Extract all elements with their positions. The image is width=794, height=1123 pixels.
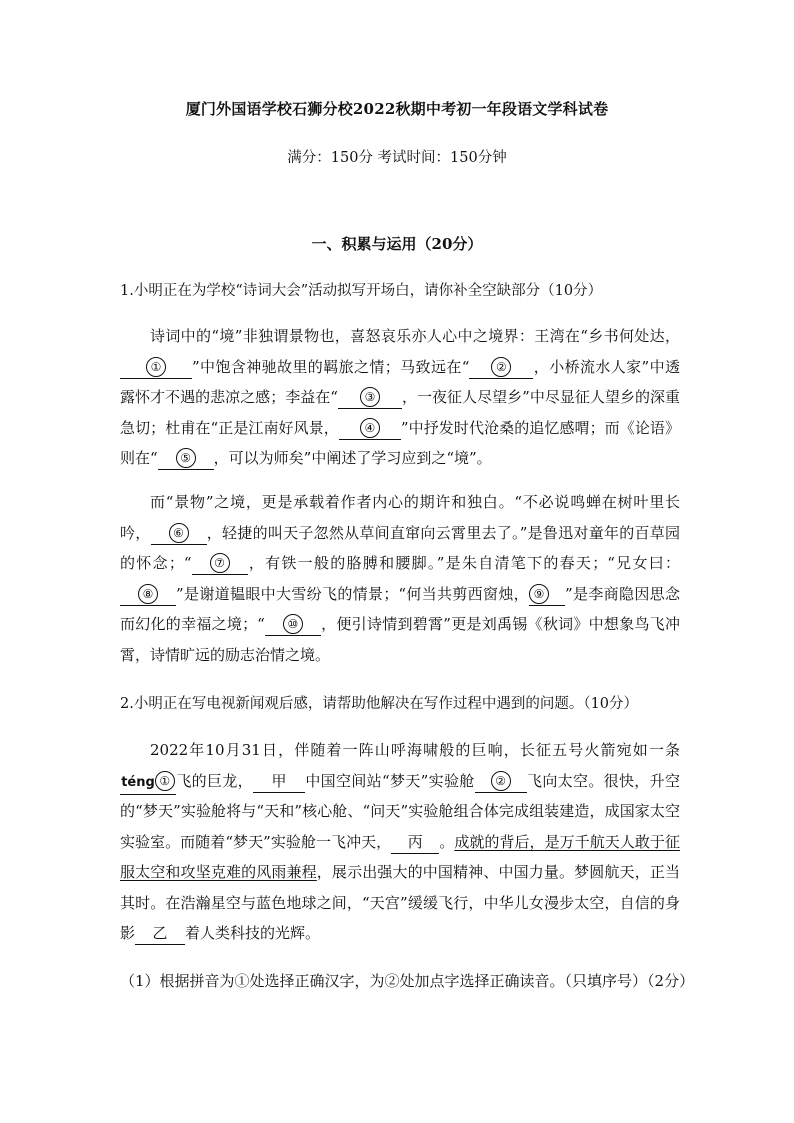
- text-run: 诗词中的“境”非独谓景物也，喜怒哀乐亦人心中之境界：王湾在“乡书何处达，: [150, 327, 680, 345]
- blank-bing: 丙: [391, 831, 439, 854]
- blank-mark: ⑩: [283, 614, 303, 634]
- blank-5: [158, 447, 214, 470]
- text-run: 飞向太空。很快，升空的“梦天”实验舱将与“天和”核心舱、“问天”实验舱组合体完成组装建造，成国家太空实验室。而随着“梦天”实验舱一飞冲天，: [120, 771, 680, 851]
- blank-1: [120, 356, 192, 379]
- blank-9: [529, 583, 565, 606]
- blank-mark-2: [475, 770, 527, 793]
- text-run: 中国空间站“梦天”实验舱: [305, 771, 475, 790]
- blank-mark: ①: [146, 357, 166, 377]
- text-run: 而“景物”之境，更是承载着作者内心的期许和独白。“不必说鸣蝉在树叶里长吟，: [120, 493, 680, 542]
- text-run: ，一夜征人尽望乡”中尽显征人望乡的深重急切；杜甫在“正是江南好风景，: [120, 388, 681, 437]
- blank-mark: ⑧: [138, 584, 158, 604]
- blank-2: [469, 356, 533, 379]
- text-run: ，便引诗情到碧霄”更是刘禹锡《秋词》中想象鸟飞冲霄，诗情旷远的励志治情之境。: [120, 615, 681, 664]
- question-1-paragraph-1: [120, 321, 680, 474]
- text-run: ”中饱含神驰故里的羁旅之情；马致远在“: [192, 357, 470, 376]
- blank-6: [151, 522, 207, 545]
- blank-mark: ③: [360, 387, 380, 407]
- blank-mark: ①: [155, 771, 175, 791]
- blank-4: [339, 417, 401, 440]
- underlined-sentence: 成就的背后，是万千航天人敢于征服太空和攻坚克难的风雨兼程: [120, 832, 680, 881]
- text-run: ，小桥流水人家”中透露怀才不遇的悲凉之感；李益在“: [120, 357, 680, 406]
- text-run: ”是李商隐因思念而幻化的幸福之境；“: [120, 584, 680, 633]
- exam-score-time: 满分：150分 考试时间：150分钟: [287, 150, 507, 166]
- text-run: ，有铁一般的胳膊和腰脚。”是朱自清笔下的春天；“兄女曰：: [247, 554, 681, 572]
- blank-mark: ④: [360, 418, 380, 438]
- question-2-prompt: 2.小明正在写电视新闻观后感，请帮助他解决在写作过程中遇到的问题。（10分）: [120, 696, 639, 712]
- text-run: 飞的巨龙，: [176, 771, 253, 790]
- blank-jia: 甲: [253, 770, 305, 793]
- text-run: ”中抒发时代沧桑的追忆感喟；而《论语》则在“: [120, 418, 681, 467]
- text-run: 。: [439, 832, 455, 851]
- pinyin-text: téng: [121, 774, 155, 790]
- question-2-sub-1: （1）根据拼音为①处选择正确汉字，为②处加点字选择正确读音。（只填序号）（2分）: [120, 972, 695, 990]
- text-run: 着人类科技的光辉。: [185, 924, 321, 942]
- question-1-prompt: 1.小明正在为学校“诗词大会”活动拟写开场白，请你补全空缺部分（10分）: [120, 283, 603, 299]
- section-heading: 一、积累与运用（20分）: [311, 235, 483, 253]
- blank-mark: ②: [491, 771, 511, 791]
- blank-mark: ⑥: [169, 523, 189, 543]
- blank-3: [338, 386, 402, 409]
- blank-8: [120, 583, 176, 606]
- blank-7: [192, 552, 248, 575]
- blank-10: [265, 613, 321, 636]
- question-1-paragraph-2: [120, 487, 680, 670]
- blank-mark: ⑦: [210, 553, 230, 573]
- blank-mark: ⑤: [176, 448, 196, 468]
- question-2-paragraph: [120, 735, 680, 949]
- blank-mark: ⑨: [529, 584, 549, 604]
- text-run: 2022年10月31日，伴随着一阵山呼海啸般的巨响，长征五号火箭宛如一条: [150, 741, 680, 759]
- text-run: ”是谢道韫眼中大雪纷飞的情景；“何当共剪西窗烛，: [176, 584, 529, 603]
- blank-mark: ②: [491, 357, 511, 377]
- blank-pinyin: [120, 770, 176, 795]
- text-run: ，展示出强大的中国精神、中国力量。梦圆航天，正当其时。在浩瀚星空与蓝色地球之间，“天宫”缓缓飞行，中华儿女漫步太空，自信的身影: [120, 863, 680, 942]
- blank-yi: 乙: [135, 922, 185, 945]
- exam-title: 厦门外国语学校石狮分校2022秋期中考初一年段语文学科试卷: [185, 100, 609, 118]
- text-run: ，可以为师矣”中阐述了学习应到之“境”。: [213, 449, 492, 467]
- text-run: ，轻捷的叫天子忽然从草间直窜向云霄里去了。”是鲁迅对童年的百草园的怀念；“: [120, 523, 680, 572]
